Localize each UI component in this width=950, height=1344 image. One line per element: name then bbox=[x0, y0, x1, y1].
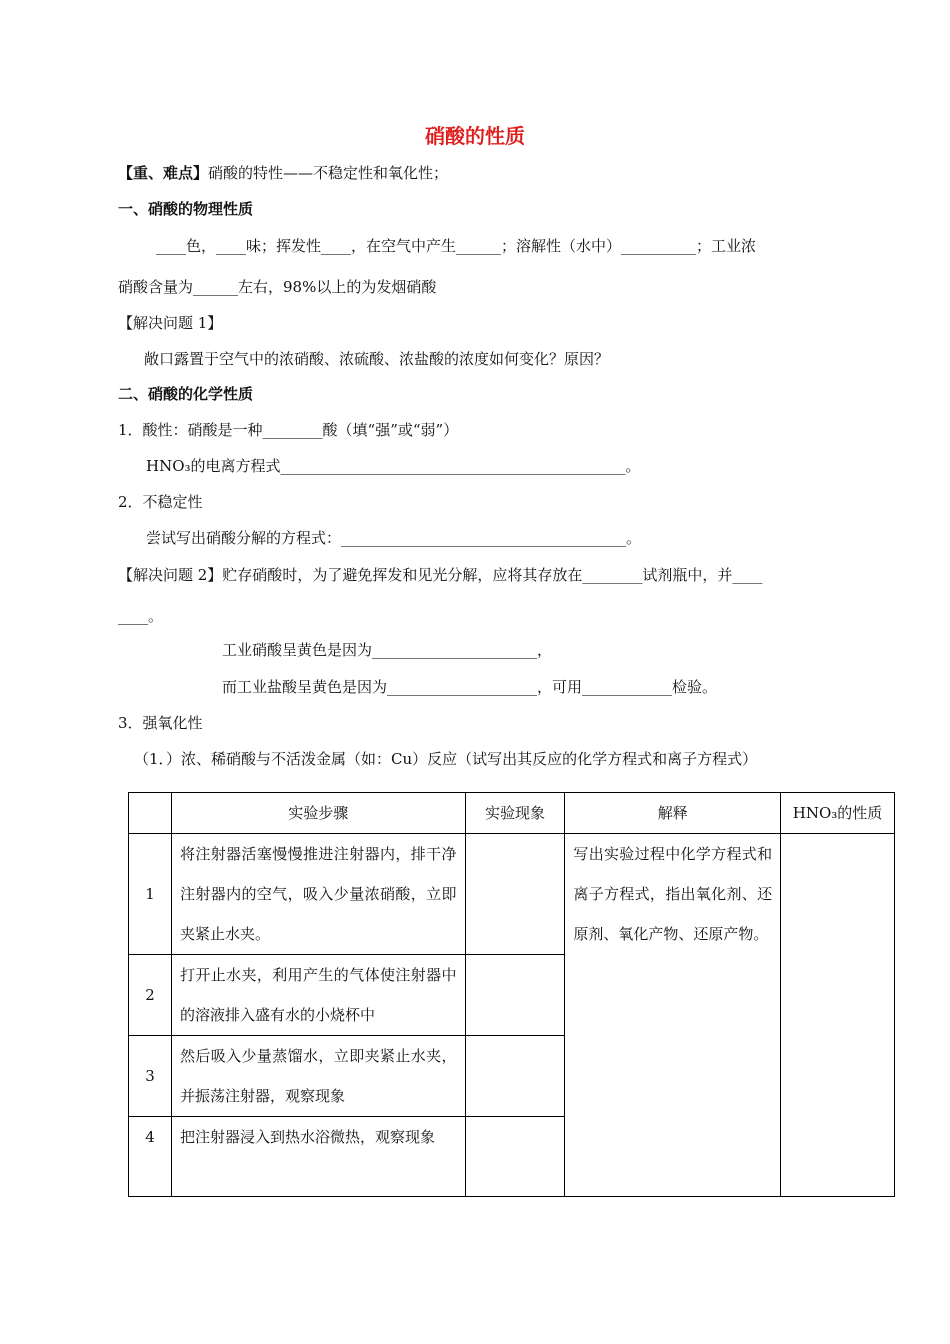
row-num: 3 bbox=[129, 1036, 172, 1117]
acid-line: 1．酸性：硝酸是一种________酸（填“强”或“弱”） bbox=[118, 421, 459, 439]
problem1-label: 【解决问题 1】 bbox=[118, 314, 223, 332]
header-explanation: 解释 bbox=[565, 793, 781, 834]
problem2-line1: 【解决问题 2】贮存硝酸时，为了避免挥发和见光分解，应将其存放在________试剂瓶中，并____ bbox=[118, 566, 763, 584]
header-property: HNO₃的性质 bbox=[781, 793, 895, 834]
row-step: 把注射器浸入到热水浴微热，观察现象 bbox=[171, 1117, 465, 1197]
key-points-label: 【重、难点】 bbox=[118, 164, 209, 182]
header-step: 实验步骤 bbox=[171, 793, 465, 834]
physical-props-line2: 硝酸含量为______左右，98%以上的为发烟硝酸 bbox=[118, 278, 437, 296]
yellow-line1: 工业硝酸呈黄色是因为______________________， bbox=[222, 641, 553, 659]
problem2-line2: ____。 bbox=[118, 607, 164, 625]
table-header-row bbox=[129, 793, 895, 834]
ionization-line: HNO₃的电离方程式______________________________________________。 bbox=[146, 457, 641, 475]
header-phenomenon: 实验现象 bbox=[465, 793, 565, 834]
row-phenomenon bbox=[465, 1036, 565, 1117]
row-num: 4 bbox=[129, 1117, 172, 1197]
row-step: 将注射器活塞慢慢推进注射器内，排干净注射器内的空气，吸入少量浓硝酸，立即夹紧止水夹。 bbox=[171, 834, 465, 955]
row-phenomenon bbox=[465, 834, 565, 955]
explanation-cell: 写出实验过程中化学方程式和离子方程式，指出氧化剂、还原剂、氧化产物、还原产物。 bbox=[565, 834, 781, 1197]
sub-question-1: （1．）浓、稀硝酸与不活泼金属（如：Cu）反应（试写出其反应的化学方程式和离子方程式） bbox=[134, 750, 758, 768]
key-points bbox=[118, 163, 448, 183]
row-step: 打开止水夹，利用产生的气体使注射器中的溶液排入盛有水的小烧杯中 bbox=[171, 955, 465, 1036]
row-phenomenon bbox=[465, 1117, 565, 1197]
oxidizing-heading: 3．强氧化性 bbox=[118, 714, 203, 732]
experiment-table bbox=[128, 792, 895, 1197]
row-num: 1 bbox=[129, 834, 172, 955]
page-title: 硝酸的性质 bbox=[425, 124, 525, 148]
row-step: 然后吸入少量蒸馏水，立即夹紧止水夹，并振荡注射器，观察现象 bbox=[171, 1036, 465, 1117]
decompose-line: 尝试写出硝酸分解的方程式：______________________________________。 bbox=[146, 529, 642, 547]
yellow-line2: 而工业盐酸呈黄色是因为____________________，可用____________检验。 bbox=[222, 678, 718, 696]
row-phenomenon bbox=[465, 955, 565, 1036]
row-num: 2 bbox=[129, 955, 172, 1036]
table-row bbox=[129, 834, 895, 955]
property-cell bbox=[781, 834, 895, 1197]
physical-props-line1: ____色，____味；挥发性____，在空气中产生______；溶解性（水中）__________；工业浓 bbox=[156, 237, 757, 255]
header-num bbox=[129, 793, 172, 834]
key-points-text: 硝酸的特性——不稳定性和氧化性； bbox=[208, 164, 449, 182]
unstable-heading: 2．不稳定性 bbox=[118, 493, 203, 511]
section1-heading: 一、硝酸的物理性质 bbox=[118, 200, 254, 218]
section2-heading: 二、硝酸的化学性质 bbox=[118, 385, 254, 403]
problem1-text: 敞口露置于空气中的浓硝酸、浓硫酸、浓盐酸的浓度如何变化？原因？ bbox=[144, 350, 610, 368]
